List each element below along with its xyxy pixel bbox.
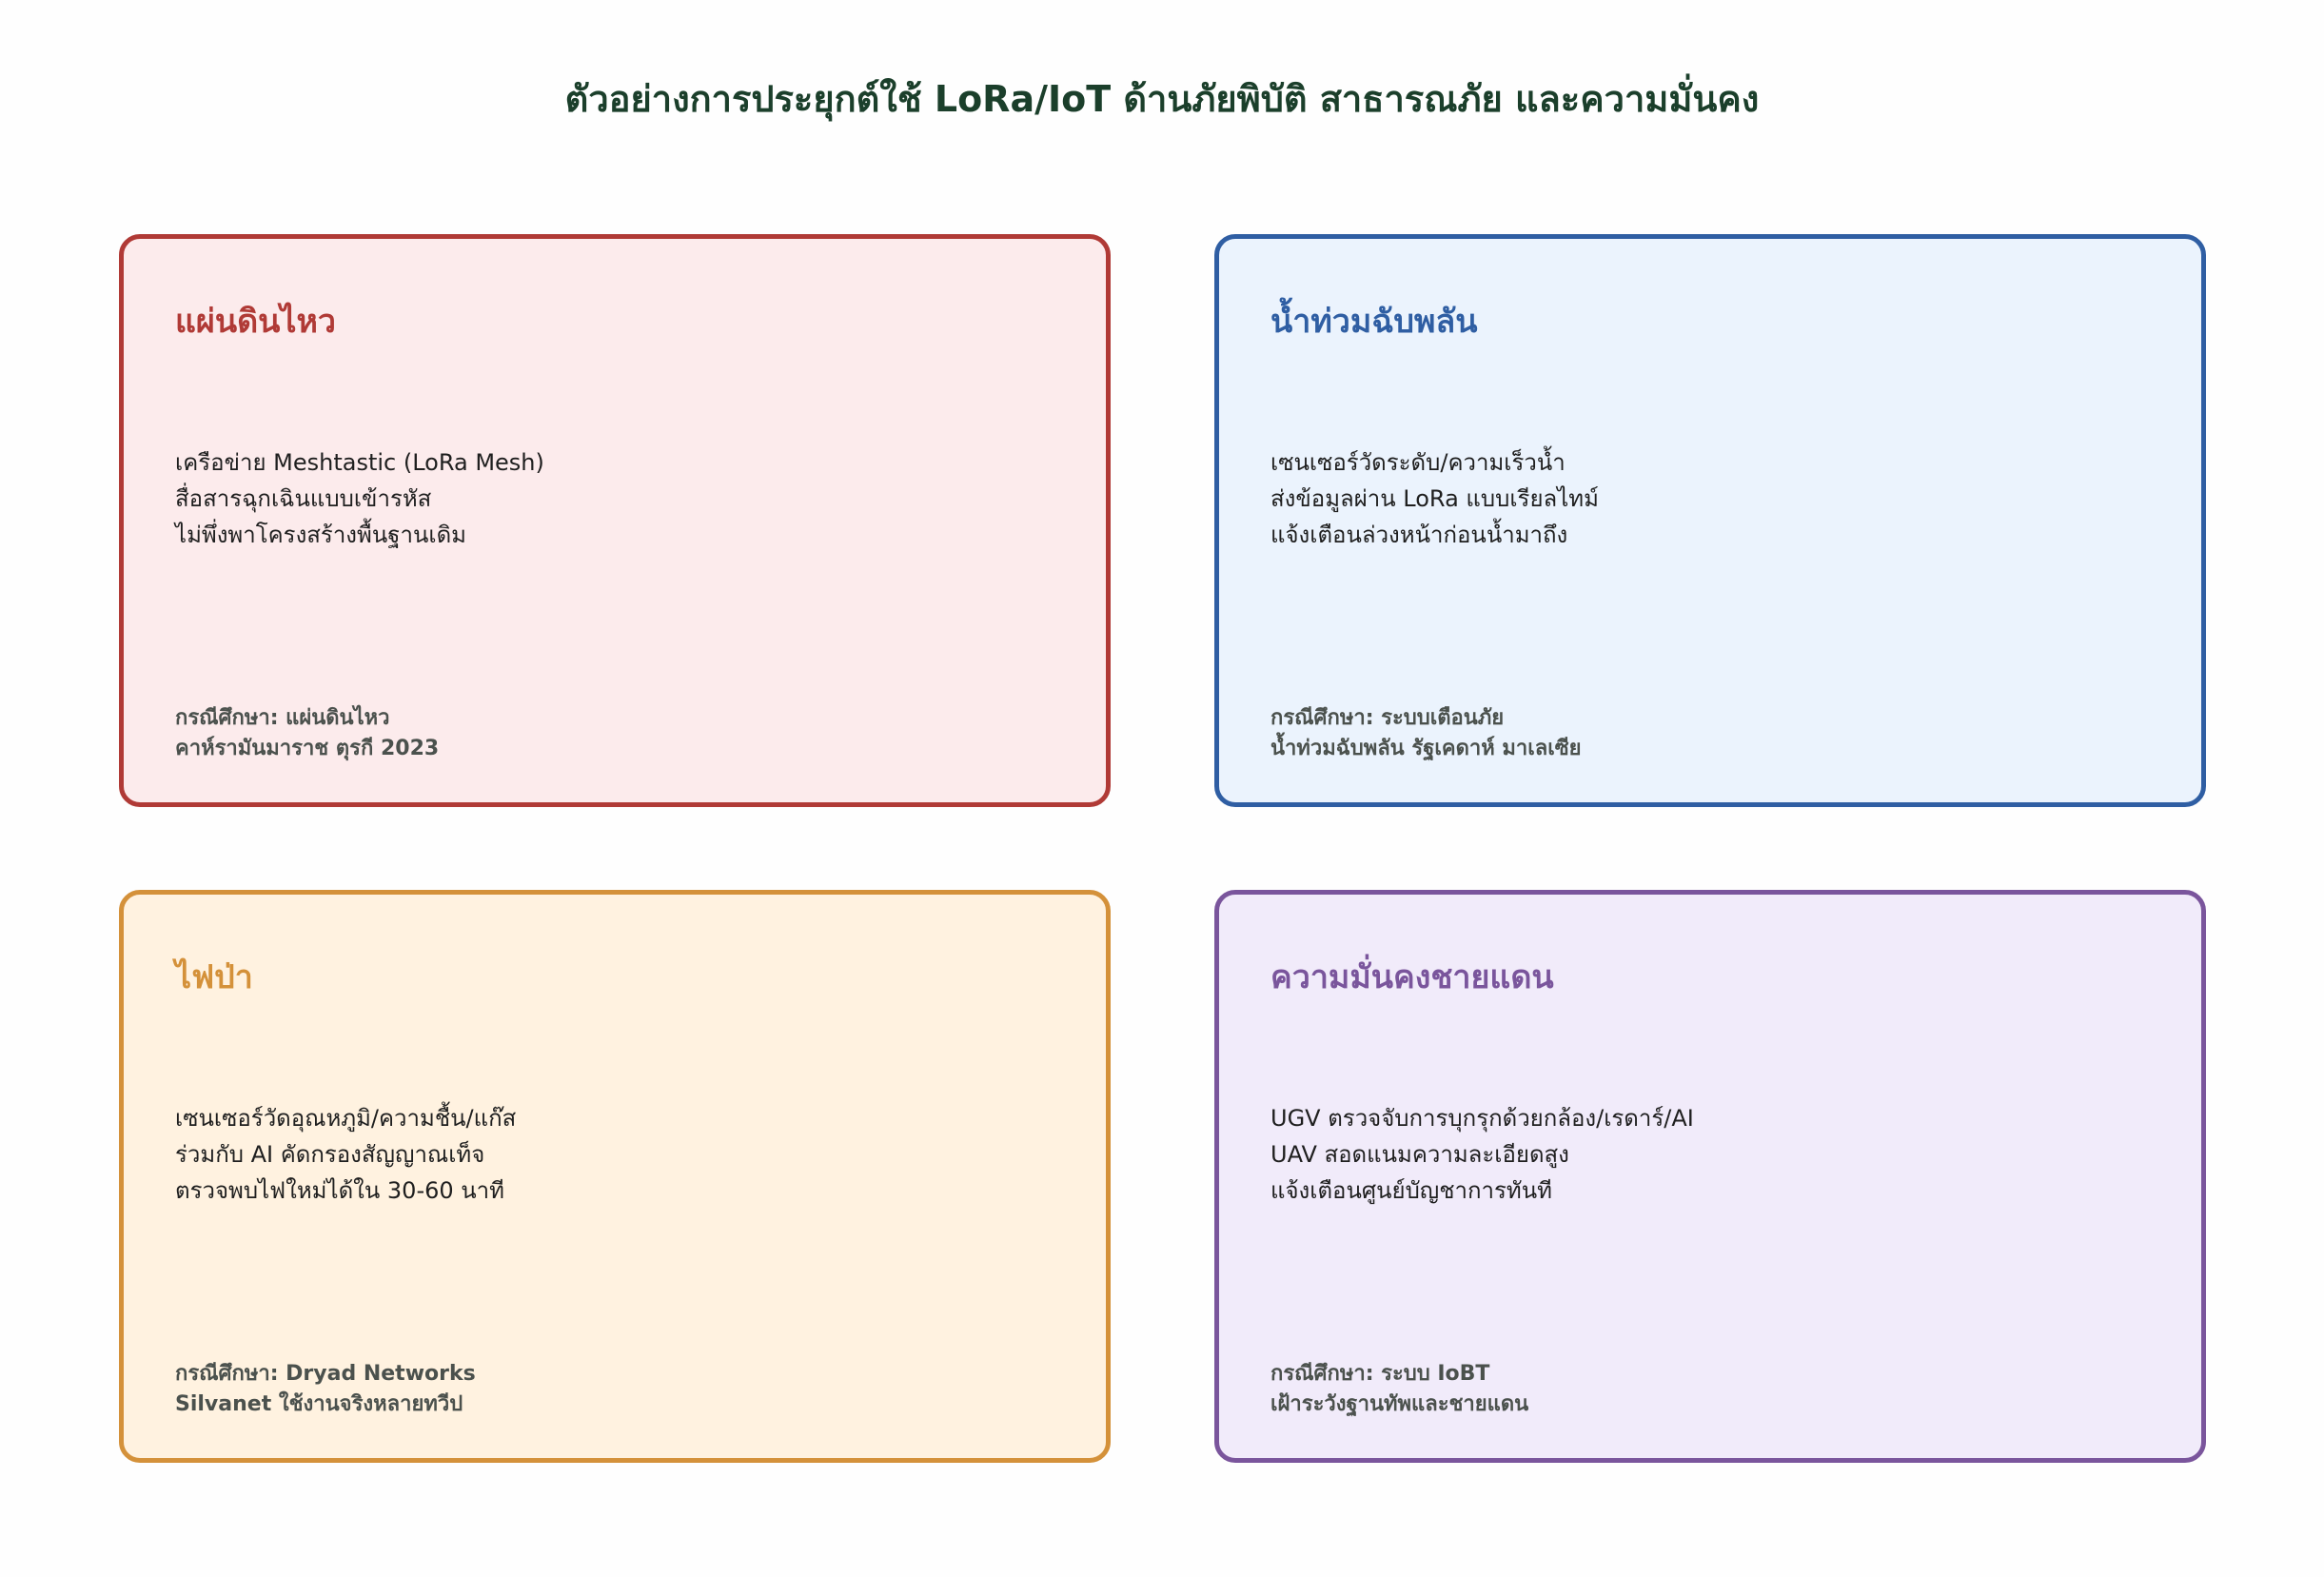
page-title: ตัวอย่างการประยุกต์ใช้ LoRa/IoT ด้านภัยพิบัติ สาธารณภัย และความมั่นคง xyxy=(564,78,1760,120)
card-body-line: ส่งข้อมูลผ่าน LoRa แบบเรียลไทม์ xyxy=(1270,485,1599,512)
case-study-line: กรณีศึกษา: ระบบ IoBT xyxy=(1270,1362,1490,1386)
case-study-line: กรณีศึกษา: แผ่นดินไหว xyxy=(175,706,390,730)
card-body-line: ร่วมกับ AI คัดกรองสัญญาณเท็จ xyxy=(175,1141,485,1168)
card-body xyxy=(1270,1100,1694,1209)
card-body-line: แจ้งเตือนศูนย์บัญชาการทันที xyxy=(1270,1177,1552,1204)
card-body-line: ไม่พึ่งพาโครงสร้างพื้นฐานเดิม xyxy=(175,522,466,548)
card-case-study xyxy=(1270,703,1582,764)
card-body-line: UGV ตรวจจับการบุกรุกด้วยกล้อง/เรดาร์/AI xyxy=(1270,1105,1694,1132)
card-case-study xyxy=(175,1359,476,1420)
case-study-line: เฝ้าระวังฐานทัพและชายแดน xyxy=(1270,1392,1529,1416)
card-case-study xyxy=(1270,1359,1528,1420)
card-body-line: เครือข่าย Meshtastic (LoRa Mesh) xyxy=(175,449,544,476)
card-title: แผ่นดินไหว xyxy=(175,303,337,341)
card-flash-flood xyxy=(1214,234,2206,807)
card-earthquake xyxy=(119,234,1111,807)
card-border-security xyxy=(1214,890,2206,1463)
card-body-line: ตรวจพบไฟใหม่ได้ใน 30-60 นาที xyxy=(175,1177,504,1204)
case-study-line: คาห์รามันมาราช ตุรกี 2023 xyxy=(175,737,440,760)
card-body-line: เซนเซอร์วัดอุณหภูมิ/ความชื้น/แก๊ส xyxy=(175,1105,517,1132)
card-body xyxy=(175,1100,516,1209)
card-title: น้ำท่วมฉับพลัน xyxy=(1270,303,1478,341)
card-wildfire xyxy=(119,890,1111,1463)
card-title: ความมั่นคงชายแดน xyxy=(1270,958,1554,996)
card-body xyxy=(175,444,544,553)
card-body-line: สื่อสารฉุกเฉินแบบเข้ารหัส xyxy=(175,485,432,512)
case-study-line: กรณีศึกษา: ระบบเตือนภัย xyxy=(1270,706,1505,730)
case-study-line: Silvanet ใช้งานจริงหลายทวีป xyxy=(175,1392,463,1416)
card-body-line: แจ้งเตือนล่วงหน้าก่อนน้ำมาถึง xyxy=(1270,522,1568,548)
case-study-line: กรณีศึกษา: Dryad Networks xyxy=(175,1362,476,1386)
card-body-line: เซนเซอร์วัดระดับ/ความเร็วน้ำ xyxy=(1270,449,1566,476)
case-study-line: น้ำท่วมฉับพลัน รัฐเคดาห์ มาเลเซีย xyxy=(1270,737,1582,760)
card-body xyxy=(1270,444,1599,553)
card-body-line: UAV สอดแนมความละเอียดสูง xyxy=(1270,1141,1569,1168)
card-case-study xyxy=(175,703,439,764)
card-title: ไฟป่า xyxy=(175,958,253,996)
